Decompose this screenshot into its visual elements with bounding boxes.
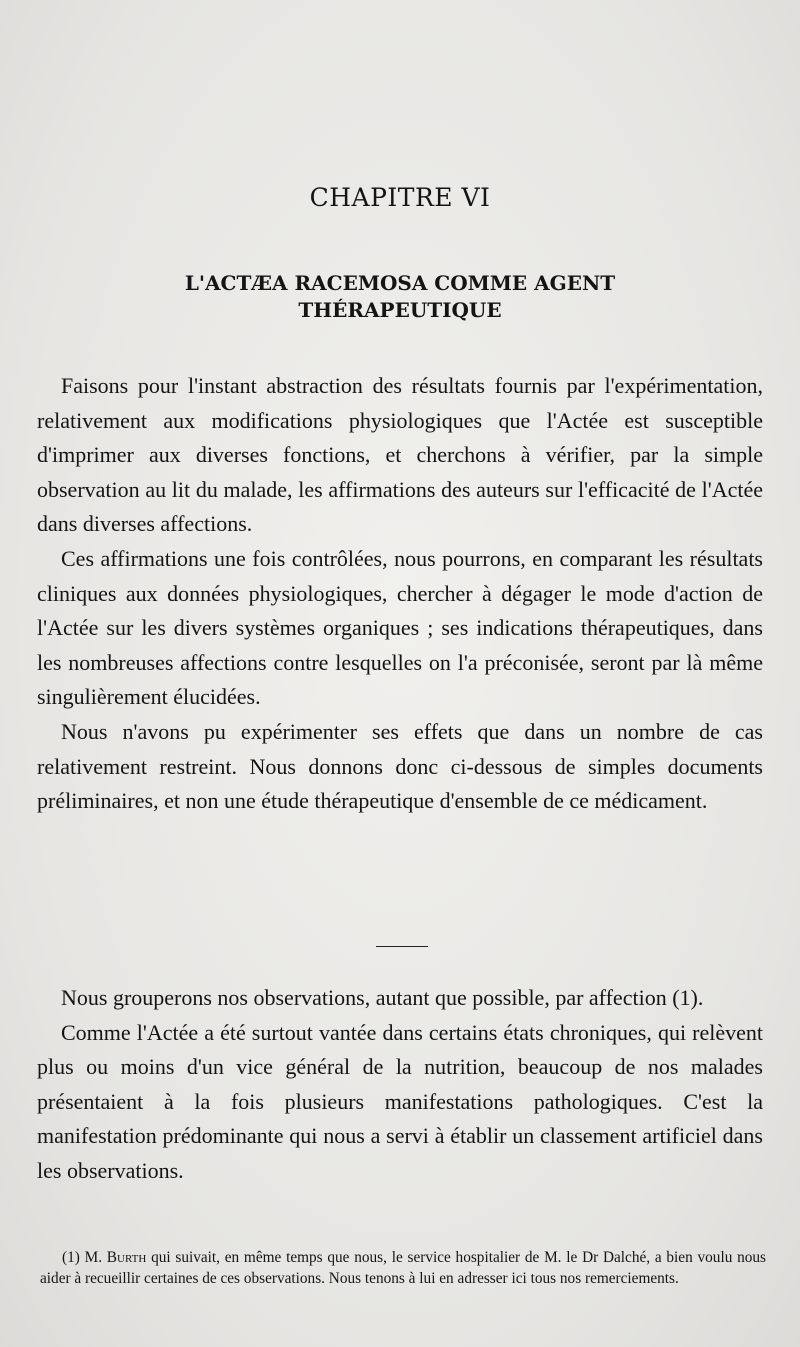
- footnote-marker: (1) M.: [62, 1249, 103, 1266]
- footnote-name: Burth: [106, 1249, 147, 1266]
- body-text-continued: [37, 981, 763, 1189]
- paragraph-3: Nous n'avons pu expérimenter ses effets que dans un nombre de cas relativement restreint. Nous donnons donc ci-dessous de simples documents préliminaires, et non une étude thérapeutique d'ensemble de ce médicament.: [37, 718, 763, 814]
- paragraph-2: Ces affirmations une fois contrôlées, nous pourrons, en comparant les résultats cliniques aux données physiologiques, chercher à dégager le mode d'action de l'Actée sur les divers systèmes organiques ; ses indications thérapeutiques, dans les nombreuses affections contre lesquelles on l'a préconisée, seront par là même singulièrement élucidées.: [37, 545, 763, 710]
- chapter-title-line-1: L'ACTÆA RACEMOSA COMME AGENT: [184, 271, 616, 295]
- paragraph-5: Comme l'Actée a été surtout vantée dans certains états chroniques, qui relèvent plus ou moins d'un vice général de la nutrition, beaucoup de nos malades présentaient à la fois plusieurs manifestations pathologiques. C'est la manifestation prédominante qui nous a servi à établir un classement artificiel dans les observations.: [37, 1019, 763, 1183]
- paragraph-4: Nous grouperons nos observations, autant que possible, par affection (1).: [61, 985, 704, 1010]
- footnote-text: qui suivait, en même temps que nous, le service hospitalier de M. le Dr Dalché, a bien voulu nous aider à recueillir certaines de ces observations. Nous tenons à lui en adresser ici tous nos remerciements.: [40, 1249, 767, 1287]
- chapter-title: [0, 270, 800, 324]
- section-divider: [376, 946, 428, 947]
- body-text: [37, 369, 763, 819]
- chapter-title-line-2: THÉRAPEUTIQUE: [298, 298, 502, 322]
- footnote-paragraph: [40, 1247, 766, 1289]
- chapter-heading: CHAPITRE VI: [309, 183, 491, 212]
- paragraph-1: Faisons pour l'instant abstraction des résultats fournis par l'expérimentation, relativement aux modifications physiologiques que l'Actée est susceptible d'imprimer aux diverses fonctions, et cherchons à vérifier, par la simple observation au lit du malade, les affirmations des auteurs sur l'efficacité de l'Actée dans diverses affections.: [37, 373, 763, 537]
- footnote: [40, 1247, 766, 1289]
